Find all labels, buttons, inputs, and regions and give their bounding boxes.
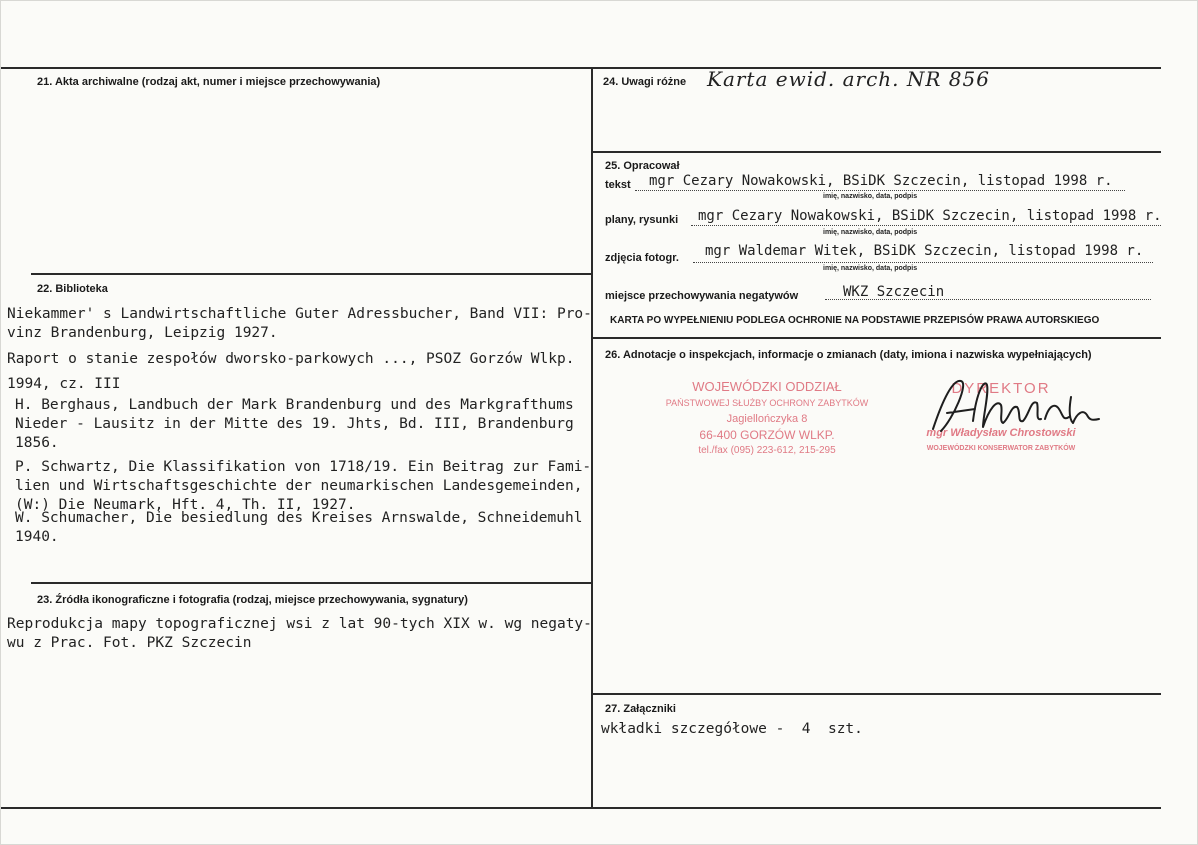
row-zdjecia-caption: imię, nazwisko, data, podpis [823,265,918,272]
director-role: WOJEWÓDZKI KONSERWATOR ZABYTKÓW [926,445,1076,452]
section-24-label: 24. Uwagi różne [603,76,687,88]
section-27-label: 27. Załączniki [605,703,676,715]
rule-right-26 [593,337,1161,339]
director-title: DYREKTOR [951,380,1051,397]
stamp-line-5: tel./fax (095) 223-612, 215-295 [698,445,836,456]
section-22-label: 22. Biblioteka [37,283,108,295]
bibliography-entry-3: 1994, cz. III [7,376,121,392]
row-tekst-caption: imię, nazwisko, data, podpis [823,193,918,200]
row-plany-caption: imię, nazwisko, data, podpis [823,229,918,236]
bibliography-entry-2: Raport o stanie zespołów dworsko-parkowych ..., PSOZ Gorzów Wlkp. [7,351,575,367]
row-plany-label: plany, rysunki [605,214,679,226]
office-stamp [649,379,885,459]
bottom-rule [1,807,1161,809]
director-name: mgr Władysław Chrostowski [926,427,1076,439]
section-21-label: 21. Akta archiwalne (rodzaj akt, numer i miejsce przechowywania) [37,76,381,88]
iconography-text: Reprodukcja mapy topograficznej wsi z lat 90-tych XIX w. wg negaty- wu z Prac. Fot. PKZ Szczecin [7,616,592,651]
section-26-label: 26. Adnotacje o inspekcjach, informacje o zmianach (daty, imiona i nazwiska wypełniających) [605,349,1092,361]
row-negatywy-value: WKZ Szczecin [843,284,945,300]
stamp-line-1: WOJEWÓDZKI ODDZIAŁ [692,379,842,394]
bibliography-entry-1: Niekammer' s Landwirtschaftliche Guter Adressbucher, Band VII: Pro- vinz Brandenburg, Leipzig 1927. [7,306,592,341]
row-tekst-label: tekst [605,179,631,191]
rule-right-27 [593,693,1161,695]
rule-right-25 [593,151,1161,153]
stamp-line-3: Jagiellończyka 8 [726,413,808,425]
bibliography-entry-4: H. Berghaus, Landbuch der Mark Brandenburg und des Markgrafthums Nieder - Lausitz in der Mitte des 19. Jhts, Bd. III, Brandenburg 1856. [15,397,574,451]
center-divider [591,67,593,809]
row-zdjecia-value: mgr Waldemar Witek, BSiDK Szczecin, listopad 1998 r. [705,243,1144,259]
signature-image [913,369,1123,441]
attachments-text: wkładki szczegółowe - 4 szt. [601,721,863,737]
row-tekst-value: mgr Cezary Nowakowski, BSiDK Szczecin, listopad 1998 r. [649,173,1113,189]
rule-left-23 [31,582,591,584]
copyright-notice: KARTA PO WYPEŁNIENIU PODLEGA OCHRONIE NA PODSTAWIE PRZEPISÓW PRAWA AUTORSKIEGO [610,315,1100,326]
bibliography-entry-6: W. Schumacher, Die besiedlung des Kreises Arnswalde, Schneidemuhl 1940. [15,510,583,545]
row-negatywy-label: miejsce przechowywania negatywów [605,290,799,302]
rule-left-22 [31,273,591,275]
row-plany-value: mgr Cezary Nowakowski, BSiDK Szczecin, listopad 1998 r. [698,208,1162,224]
bibliography-entry-5: P. Schwartz, Die Klassifikation von 1718/19. Ein Beitrag zur Fami- lien und Wirtschaftsgeschichte der neumarkischen Landesgemeinden, (W:) Die Neumark, Hft. 4, Th. II, 1927. [15,459,592,513]
handwritten-remark: Karta ewid. arch. NR 856 [707,67,990,91]
row-zdjecia-label: zdjęcia fotogr. [605,252,679,264]
section-25-label: 25. Opracował [605,160,680,172]
section-23-label: 23. Źródła ikonograficzne i fotografia (rodzaj, miejsce przechowywania, sygnatury) [37,594,468,606]
row-zdjecia-line [693,262,1153,263]
stamp-line-2: PAŃSTWOWEJ SŁUŻBY OCHRONY ZABYTKÓW [665,398,869,408]
stamp-line-4: 66-400 GORZÓW WLKP. [699,428,835,442]
